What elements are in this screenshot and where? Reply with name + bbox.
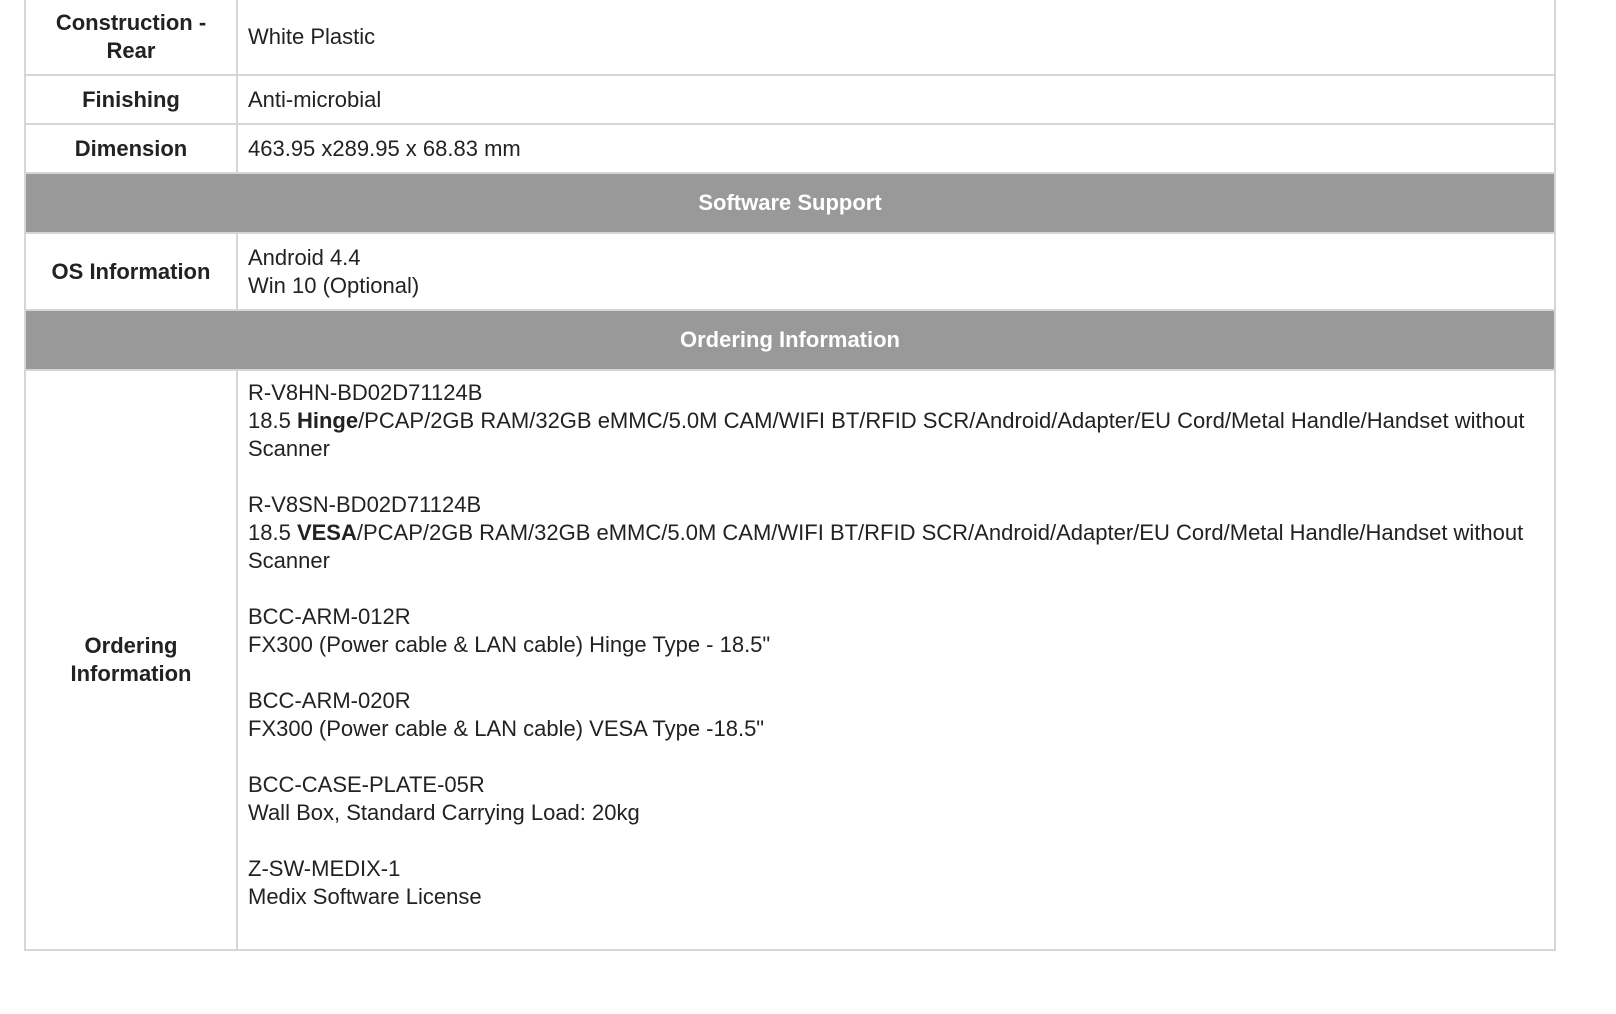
spec-row-os-information: [25, 233, 1555, 310]
list-item: [248, 379, 1544, 463]
spec-value: White Plastic: [237, 0, 1555, 75]
spec-row-ordering-information: [25, 370, 1555, 950]
part-number: R-V8SN-BD02D71124B: [248, 492, 482, 517]
desc-bold: VESA: [296, 520, 357, 545]
os-line: Android 4.4: [248, 244, 361, 270]
section-title: Software Support: [25, 173, 1555, 233]
spec-value: 463.95 x289.95 x 68.83 mm: [237, 124, 1555, 173]
part-description: FX300 (Power cable & LAN cable) Hinge Type - 18.5": [248, 632, 771, 657]
part-description: Wall Box, Standard Carrying Load: 20kg: [248, 800, 640, 825]
list-item: [248, 855, 1544, 911]
list-item: [248, 687, 1544, 743]
part-number: R-V8HN-BD02D71124B: [248, 380, 483, 405]
part-number: Z-SW-MEDIX-1: [248, 856, 401, 881]
part-description: Medix Software License: [248, 884, 482, 909]
desc-rest: /PCAP/2GB RAM/32GB eMMC/5.0M CAM/WIFI BT/RFID SCR/Android/Adapter/EU Cord/Metal Handle/Handset without Scanner: [248, 520, 1524, 573]
list-item: [248, 491, 1544, 575]
spec-label: Construction - Rear: [25, 0, 237, 75]
part-description: [248, 407, 1544, 463]
desc-rest: /PCAP/2GB RAM/32GB eMMC/5.0M CAM/WIFI BT/RFID SCR/Android/Adapter/EU Cord/Metal Handle/Handset without Scanner: [248, 408, 1525, 461]
spec-value: Anti-microbial: [237, 75, 1555, 124]
spec-label: Ordering Information: [25, 370, 237, 950]
part-number: BCC-CASE-PLATE-05R: [248, 772, 485, 797]
list-item: [248, 603, 1544, 659]
spec-label: Finishing: [25, 75, 237, 124]
part-number: BCC-ARM-020R: [248, 688, 411, 713]
desc-prefix: 18.5: [248, 408, 297, 433]
desc-bold: Hinge: [296, 408, 359, 433]
spec-label: OS Information: [25, 233, 237, 310]
spec-value: [237, 233, 1555, 310]
spec-row-dimension: [25, 124, 1555, 173]
part-number: BCC-ARM-012R: [248, 604, 411, 629]
specification-table: [24, 0, 1556, 951]
list-item: [248, 771, 1544, 827]
spec-row-construction-rear: [25, 0, 1555, 75]
section-title: Ordering Information: [25, 310, 1555, 370]
spec-label: Dimension: [25, 124, 237, 173]
os-line: Win 10 (Optional): [248, 272, 420, 298]
section-header-ordering-information: [25, 310, 1555, 370]
part-description: [248, 519, 1544, 575]
ordering-list-cell: [237, 370, 1555, 950]
ordering-list: [248, 371, 1544, 949]
section-header-software-support: [25, 173, 1555, 233]
spec-row-finishing: [25, 75, 1555, 124]
desc-prefix: 18.5: [248, 520, 297, 545]
part-description: FX300 (Power cable & LAN cable) VESA Type -18.5": [248, 716, 765, 741]
